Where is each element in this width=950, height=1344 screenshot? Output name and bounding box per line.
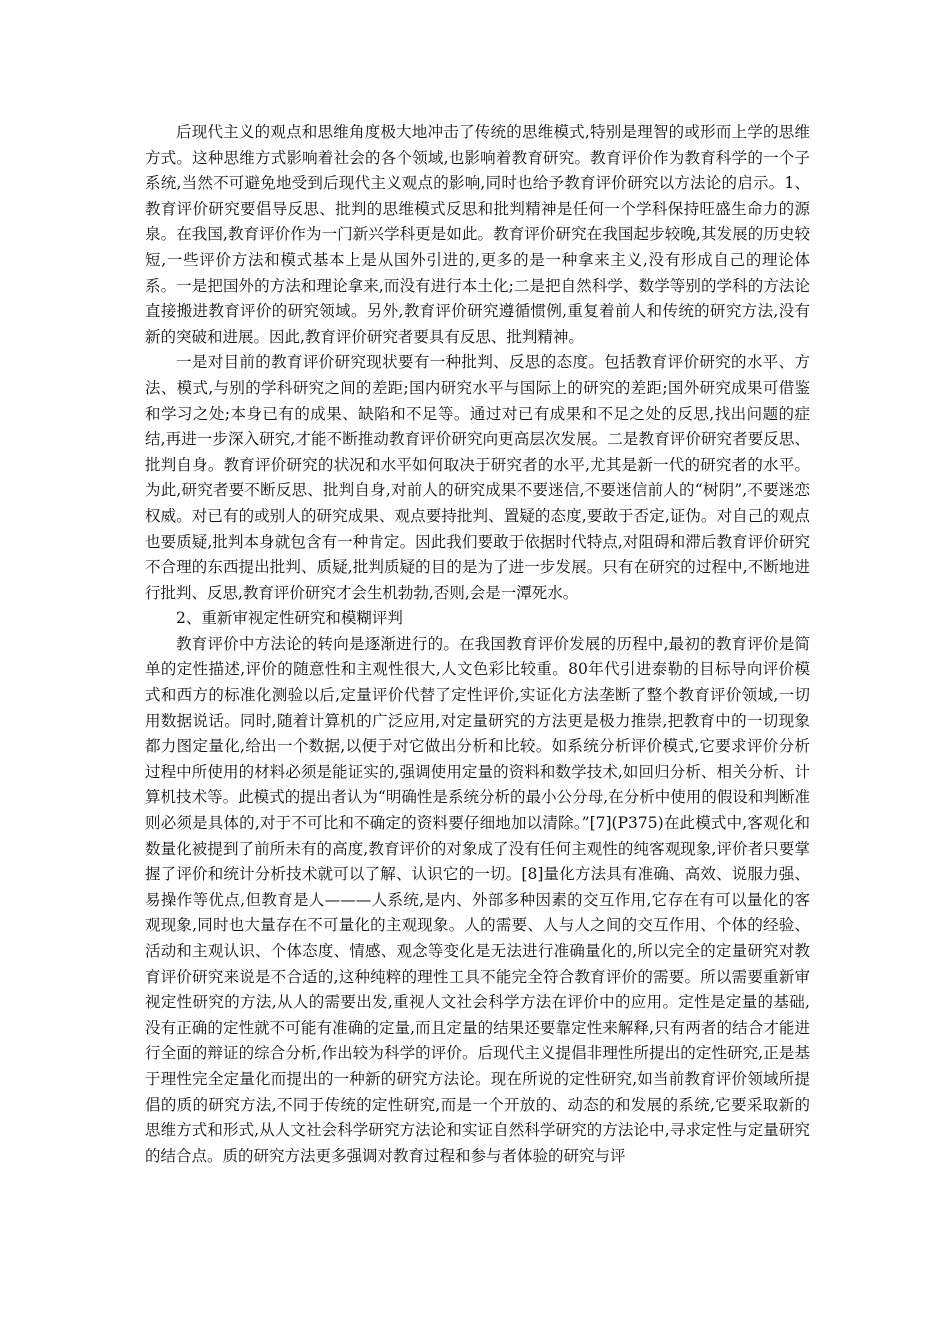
document-body [145,120,810,1169]
paragraph-methodology-shift: 教育评价中方法论的转向是逐渐进行的。在我国教育评价发展的历程中,最初的教育评价是简单的定性描述,评价的随意性和主观性很大,人文色彩比较重。80年代引进泰勒的目标导向评价模式和西方的标准化测验以后,定量评价代替了定性评价,实证化方法垄断了整个教育评价领域,一切用数据说话。同时,随着计算机的广泛应用,对定量研究的方法更是极力推崇,把教育中的一切现象都力图定量化,给出一个数据,以便于对它做出分析和比较。如系统分析评价模式,它要求评价分析过程中所使用的材料必须是能证实的,强调使用定量的资料和数学技术,如回归分析、相关分析、计算机技术等。此模式的提出者认为“明确性是系统分析的最小公分母,在分析中使用的假设和判断准则必须是具体的,对于不可比和不确定的资料要仔细地加以清除。”[7](P375)在此模式中,客观化和数量化被提到了前所未有的高度,教育评价的对象成了没有任何主观性的纯客观现象,评价者只要掌握了评价和统计分析技术就可以了解、认识它的一切。[8]量化方法具有准确、高效、说服力强、易操作等优点,但教育是人———人系统,是内、外部多种因素的交互作用,它存在有可以量化的客观现象,同时也大量存在不可量化的主观现象。人的需要、人与人之间的交互作用、个体的经验、活动和主观认识、个体态度、情感、观念等变化是无法进行准确量化的,所以完全的定量研究对教育评价研究来说是不合适的,这种纯粹的理性工具不能完全符合教育评价的需要。所以需要重新审视定性研究的方法,从人的需要出发,重视人文社会科学方法在评价中的应用。定性是定量的基础,没有正确的定性就不可能有准确的定量,而且定量的结果还要靠定性来解释,只有两者的结合才能进行全面的辩证的综合分析,作出较为科学的评价。后现代主义提倡非理性所提出的定性研究,正是基于理性完全定量化而提出的一种新的研究方法论。现在所说的定性研究,如当前教育评价领域所提倡的质的研究方法,不同于传统的定性研究,而是一个开放的、动态的和发展的系统,它要采取新的思维方式和形式,从人文社会科学研究方法论和实证自然科学研究的方法论中,寻求定性与定量研究的结合点。质的研究方法更多强调对教育过程和参与者体验的研究与评 [145,634,810,1165]
paragraph-critical-attitude: 一是对目前的教育评价研究现状要有一种批判、反思的态度。包括教育评价研究的水平、方法、模式,与别的学科研究之间的差距;国内研究水平与国际上的研究的差距;国外研究成果可借鉴和学习之处;本身已有的成果、缺陷和不足等。通过对已有成果和不足之处的反思,找出问题的症结,再进一步深入研究,才能不断推动教育评价研究向更高层次发展。二是教育评价研究者要反思、批判自身。教育评价研究的状况和水平如何取决于研究者的水平,尤其是新一代的研究者的水平。为此,研究者要不断反思、批判自身,对前人的研究成果不要迷信,不要迷信前人的“树阴”,不要迷恋权威。对已有的或别人的研究成果、观点要持批判、置疑的态度,要敢于否定,证伪。对自己的观点也要质疑,批判本身就包含有一种肯定。因此我们要敢于依据时代特点,对阻碍和滞后教育评价研究不合理的东西提出批判、质疑,批判质疑的目的是为了进一步发展。只有在研究的过程中,不断地进行批判、反思,教育评价研究才会生机勃勃,否则,会是一潭死水。 [145,353,810,602]
paragraph-postmodern-reflection: 后现代主义的观点和思维角度极大地冲击了传统的思维模式,特别是理智的或形而上学的思维方式。这种思维方式影响着社会的各个领域,也影响着教育研究。教育评价作为教育科学的一个子系统,当然不可避免地受到后现代主义观点的影响,同时也给予教育评价研究以方法论的启示。1、教育评价研究要倡导反思、批判的思维模式反思和批判精神是任何一个学科保持旺盛生命力的源泉。在我国,教育评价作为一门新兴学科更是如此。教育评价研究在我国起步较晚,其发展的历史较短,一些评价方法和模式基本上是从国外引进的,更多的是一种拿来主义,没有形成自己的理论体系。一是把国外的方法和理论拿来,而没有进行本土化;二是把自然科学、数学等别的学科的方法论直接搬进教育评价的研究领域。另外,教育评价研究遵循惯例,重复着前人和传统的研究方法,没有新的突破和进展。因此,教育评价研究者要具有反思、批判精神。 [145,123,810,346]
section-heading-qualitative: 2、重新审视定性研究和模糊评判 [176,609,403,628]
